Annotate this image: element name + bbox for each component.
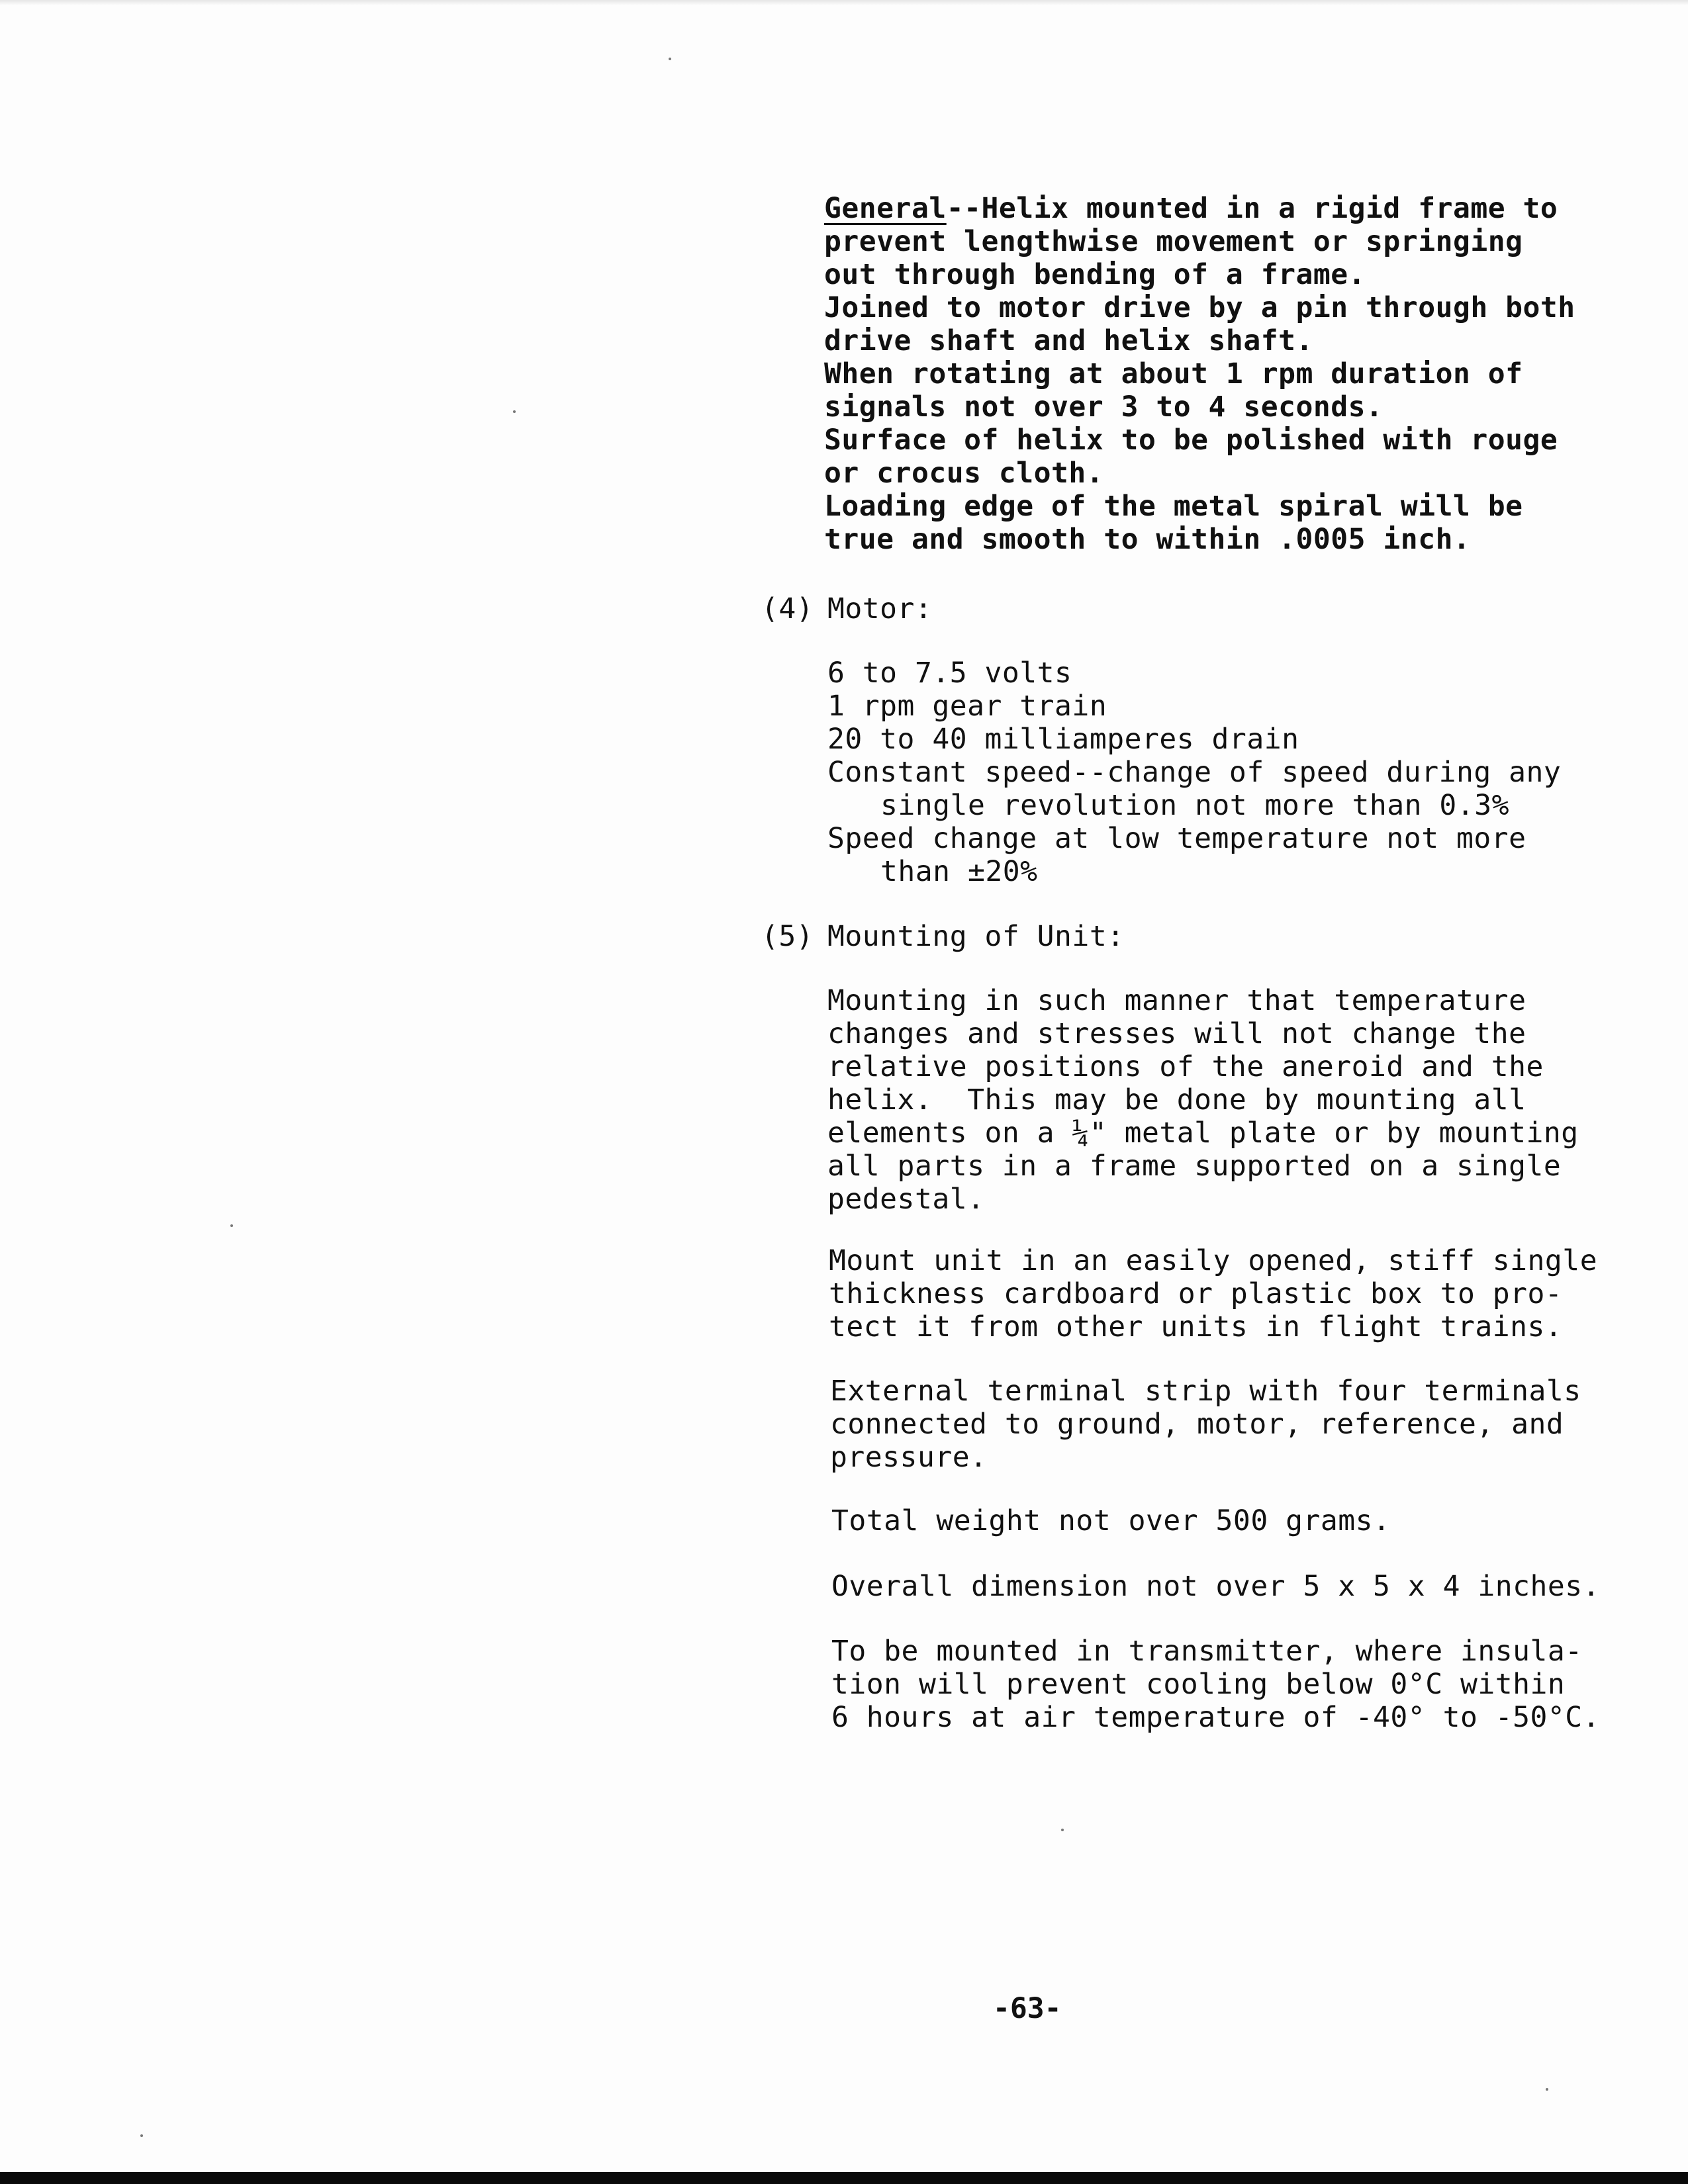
mounting-line: all parts in a frame supported on a single (827, 1150, 1562, 1183)
general-line: signals not over 3 to 4 seconds. (824, 390, 1383, 424)
mounting-paragraph-6 (831, 1635, 1600, 1734)
motor-heading (761, 592, 932, 625)
motor-spec-continued: than ±20% (880, 855, 1038, 888)
mounting-number: (5) (761, 920, 814, 953)
general-text: --Helix mounted in a rigid frame to (946, 192, 1558, 225)
motor-spec: Constant speed--change of speed during any (827, 756, 1562, 789)
mounting-line: To be mounted in transmitter, where insula- (831, 1635, 1583, 1668)
mounting-line: pedestal. (827, 1183, 985, 1216)
scan-speck (513, 410, 516, 413)
mounting-line: External terminal strip with four terminals (830, 1375, 1581, 1408)
motor-spec-continued: single revolution not more than 0.3% (880, 789, 1509, 822)
general-line: When rotating at about 1 rpm duration of (824, 357, 1523, 390)
mounting-line: Mount unit in an easily opened, stiff single (829, 1244, 1598, 1277)
mounting-paragraph-1 (827, 984, 1579, 1216)
page-number: -63- (993, 1992, 1062, 2025)
general-section (824, 192, 1575, 556)
general-first-line (824, 192, 1575, 225)
motor-spec: 20 to 40 milliamperes drain (827, 723, 1299, 756)
mounting-paragraph-2 (829, 1244, 1597, 1343)
general-line: prevent lengthwise movement or springing (824, 225, 1523, 258)
general-line: drive shaft and helix shaft. (824, 324, 1313, 357)
scan-speck (669, 58, 671, 60)
motor-number: (4) (761, 592, 814, 625)
mounting-line: elements on a ¼" metal plate or by mounting (827, 1116, 1579, 1150)
mounting-line: relative positions of the aneroid and the (827, 1050, 1544, 1083)
mounting-line: Overall dimension not over 5 x 5 x 4 inches. (831, 1570, 1601, 1603)
general-line: or crocus cloth. (824, 457, 1104, 490)
scan-speck (230, 1224, 233, 1227)
mounting-title: Mounting of Unit: (827, 920, 1125, 953)
mounting-line: changes and stresses will not change the (827, 1017, 1526, 1050)
motor-spec: Speed change at low temperature not more (827, 822, 1526, 855)
general-label: General (824, 192, 947, 225)
mounting-line: helix. This may be done by mounting all (827, 1083, 1526, 1116)
mounting-line: thickness cardboard or plastic box to pro- (829, 1277, 1563, 1310)
mounting-paragraph-3 (830, 1375, 1581, 1474)
motor-specs (827, 657, 1561, 888)
mounting-line: tect it from other units in flight trains. (829, 1310, 1563, 1343)
scan-speck (140, 2134, 143, 2137)
mounting-line: tion will prevent cooling below 0°C within (831, 1668, 1566, 1701)
motor-spec: 1 rpm gear train (827, 690, 1107, 723)
scan-bottom-edge (0, 2172, 1688, 2184)
mounting-line: connected to ground, motor, reference, and (830, 1408, 1564, 1441)
motor-title: Motor: (827, 592, 933, 625)
general-line: true and smooth to within .0005 inch. (824, 523, 1471, 556)
scan-speck (1061, 1829, 1064, 1831)
mounting-line: 6 hours at air temperature of -40° to -50°C. (831, 1701, 1601, 1734)
mounting-paragraph-4 (831, 1504, 1390, 1537)
mounting-line: Total weight not over 500 grams. (831, 1504, 1391, 1537)
general-line: Joined to motor drive by a pin through both (824, 291, 1575, 324)
scan-speck (1546, 2088, 1548, 2091)
motor-spec: 6 to 7.5 volts (827, 657, 1072, 690)
general-line: Surface of helix to be polished with rouge (824, 424, 1558, 457)
scan-top-edge (0, 0, 1688, 5)
general-line: out through bending of a frame. (824, 258, 1366, 291)
mounting-heading (761, 920, 1125, 953)
mounting-line: Mounting in such manner that temperature (827, 984, 1526, 1017)
mounting-line: pressure. (830, 1441, 988, 1474)
mounting-paragraph-5 (831, 1570, 1600, 1603)
general-line: Loading edge of the metal spiral will be (824, 490, 1523, 523)
